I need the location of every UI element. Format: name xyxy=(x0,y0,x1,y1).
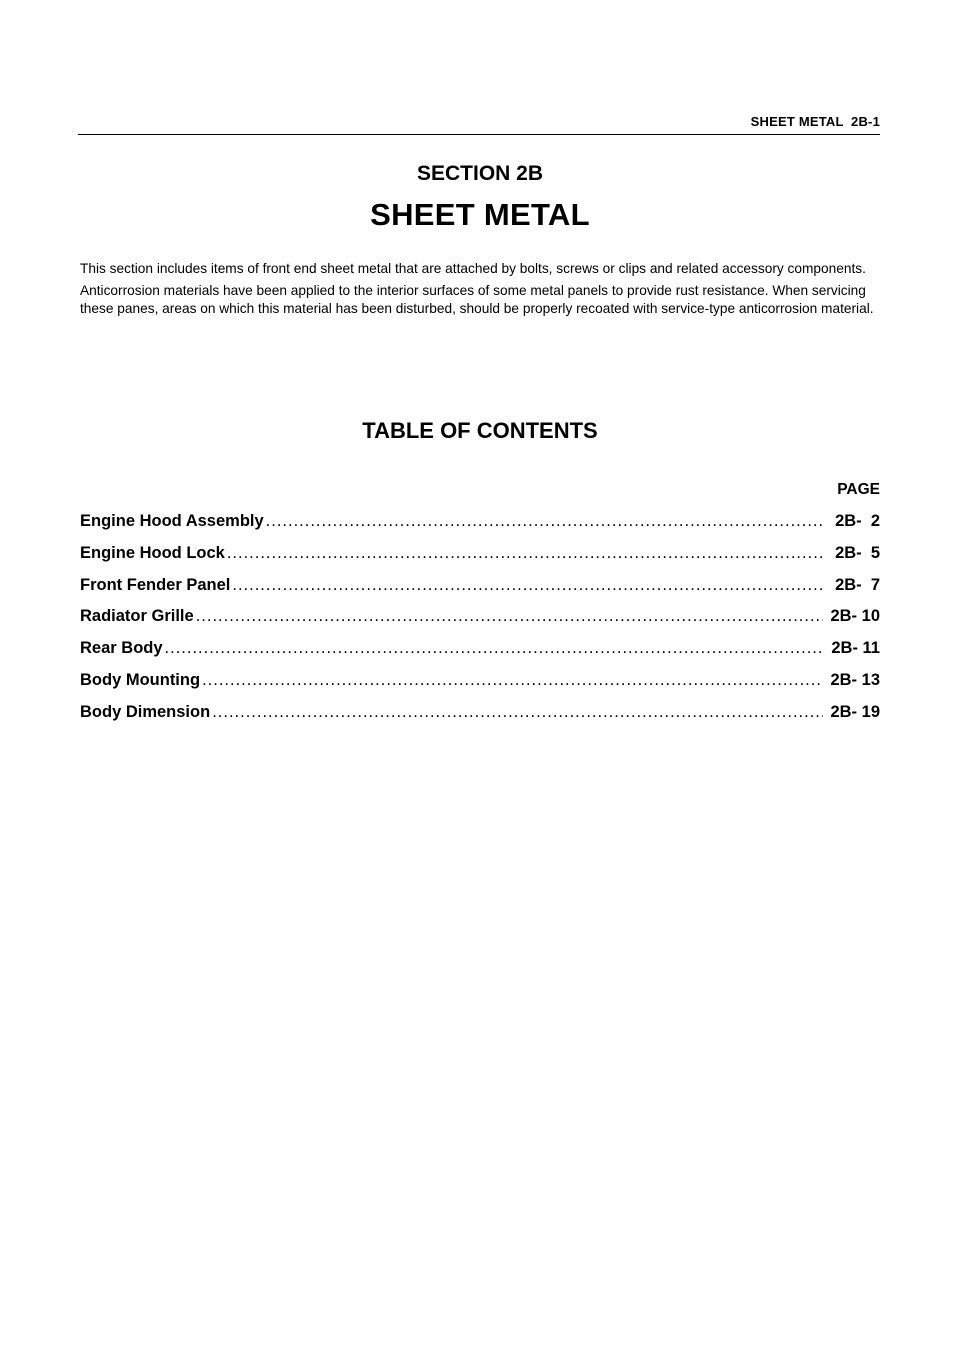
intro-text xyxy=(80,260,880,322)
toc-entry-body-dimension[interactable] xyxy=(80,703,880,735)
toc-page-heading: PAGE xyxy=(837,481,880,498)
toc-entry-name: Body Dimension xyxy=(80,702,211,721)
toc-leader-dots xyxy=(212,703,823,722)
table-of-contents xyxy=(80,512,880,735)
toc-entry-engine-hood-lock[interactable] xyxy=(80,544,880,576)
toc-leader-dots xyxy=(266,512,823,531)
toc-leader-dots xyxy=(165,639,823,658)
page-title: SHEET METAL xyxy=(370,197,590,232)
toc-entry-name: Engine Hood Assembly xyxy=(80,512,264,530)
running-title: SHEET METAL 2B-1 xyxy=(750,114,880,129)
toc-entry-page: 2B- 10 xyxy=(830,607,880,626)
toc-entry-page: 2B- 2 xyxy=(835,512,880,530)
toc-entry-name: Body Mounting xyxy=(80,670,201,689)
toc-leader-dots xyxy=(196,607,823,626)
toc-entry-page: 2B- 7 xyxy=(835,575,880,594)
toc-leader-dots xyxy=(227,544,823,563)
toc-entry-rear-body[interactable] xyxy=(80,639,880,671)
toc-entry-radiator-grille[interactable] xyxy=(80,607,880,639)
toc-entry-engine-hood-assembly[interactable] xyxy=(80,512,880,544)
toc-entry-page: 2B- 5 xyxy=(835,543,880,562)
toc-entry-front-fender-panel[interactable] xyxy=(80,576,880,608)
toc-title: TABLE OF CONTENTS xyxy=(362,418,598,443)
page-header xyxy=(78,114,880,135)
toc-leader-dots xyxy=(202,671,823,690)
intro-paragraph-2: Anticorrosion materials have been applied to the interior surfaces of some metal panels to provide rust resistance. When servicing these panes, areas on which this material has been disturbed, should be properly recoated with service-type anticorrosion material. xyxy=(80,283,874,316)
toc-entry-name: Engine Hood Lock xyxy=(80,543,225,562)
toc-entry-name: Front Fender Panel xyxy=(80,575,231,594)
toc-leader-dots xyxy=(232,576,823,595)
toc-entry-name: Rear Body xyxy=(80,639,163,658)
toc-entry-name: Radiator Grille xyxy=(80,607,194,626)
intro-paragraph-1: This section includes items of front end sheet metal that are attached by bolts, screws or clips and related accessory components. xyxy=(80,261,866,276)
toc-entry-page: 2B- 19 xyxy=(830,702,880,721)
toc-entry-body-mounting[interactable] xyxy=(80,671,880,703)
section-label: SECTION 2B xyxy=(416,162,544,185)
toc-entry-page: 2B- 13 xyxy=(830,670,880,689)
toc-entry-page: 2B- 11 xyxy=(831,639,880,658)
